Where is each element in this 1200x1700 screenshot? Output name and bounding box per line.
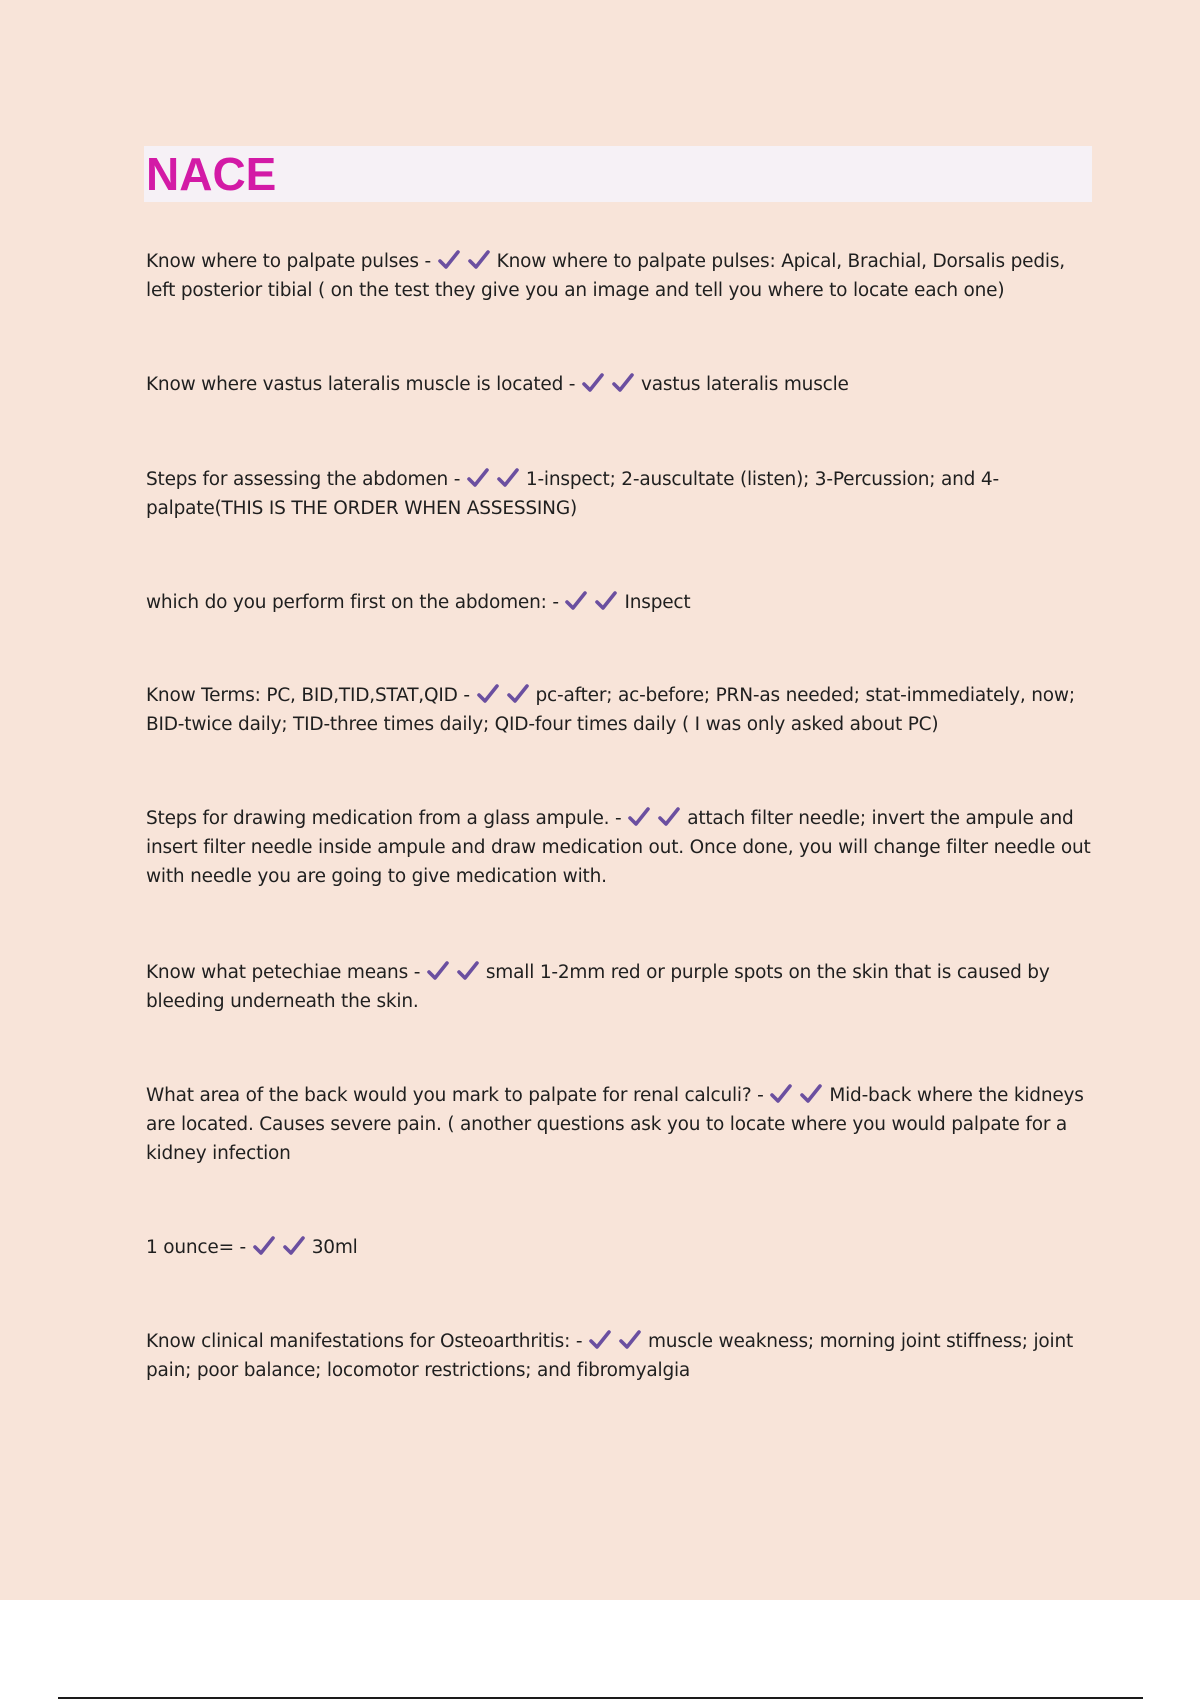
answer-text: 1-inspect; 2-auscultate (listen); 3-Percussion; and 4-palpate(THIS IS THE ORDER WHEN ASSESSING): [146, 469, 999, 519]
double-check-icon: [456, 960, 480, 982]
double-check-icon: [252, 1235, 276, 1257]
double-check-icon: [476, 683, 500, 705]
answer-text: muscle weakness; morning joint stiffness; joint pain; poor balance; locomotor restrictions; and fibromyalgia: [146, 1331, 1074, 1381]
question-text: which do you perform first on the abdomen: -: [146, 592, 559, 613]
question-text: What area of the back would you mark to palpate for renal calculi? -: [146, 1085, 764, 1106]
qa-item: [146, 247, 1096, 305]
footer-divider: [58, 1697, 1143, 1699]
answer-text: pc-after; ac-before; PRN-as needed; stat-immediately, now; BID-twice daily; TID-three times daily; QID-four times daily ( I was only asked about PC): [146, 685, 1075, 735]
qa-item: [146, 1233, 1096, 1262]
qa-item: [146, 1081, 1096, 1168]
qa-item: [146, 1327, 1096, 1385]
answer-text: Mid-back where the kidneys are located. Causes severe pain. ( another questions ask you to locate where you would palpate for a kidney infection: [146, 1085, 1084, 1164]
double-check-icon: [426, 960, 450, 982]
answer-text: attach filter needle; invert the ampule and insert filter needle inside ampule and draw medication out. Once done, you will change filter needle out with needle you are going to give medication with.: [146, 808, 1091, 887]
double-check-icon: [496, 467, 520, 489]
double-check-icon: [627, 806, 651, 828]
question-text: Steps for assessing the abdomen -: [146, 469, 461, 490]
question-text: Know where vastus lateralis muscle is located -: [146, 374, 576, 395]
double-check-icon: [769, 1083, 793, 1105]
double-check-icon: [437, 249, 461, 271]
double-check-icon: [594, 590, 618, 612]
double-check-icon: [611, 372, 635, 394]
title-band: [144, 146, 1092, 202]
qa-item: [146, 465, 1096, 523]
double-check-icon: [467, 249, 491, 271]
double-check-icon: [564, 590, 588, 612]
answer-text: Know where to palpate pulses: Apical, Brachial, Dorsalis pedis, left posterior tibial ( on the test they give you an image and tell you where to locate each one): [146, 251, 1065, 301]
double-check-icon: [506, 683, 530, 705]
qa-item: [146, 370, 1096, 399]
qa-item: [146, 804, 1096, 891]
double-check-icon: [581, 372, 605, 394]
answer-text: small 1-2mm red or purple spots on the skin that is caused by bleeding underneath the skin.: [146, 962, 1050, 1012]
double-check-icon: [799, 1083, 823, 1105]
double-check-icon: [282, 1235, 306, 1257]
question-text: Know where to palpate pulses -: [146, 251, 431, 272]
double-check-icon: [588, 1329, 612, 1351]
question-text: Know what petechiae means -: [146, 962, 421, 983]
question-text: Steps for drawing medication from a glass ampule. -: [146, 808, 622, 829]
double-check-icon: [466, 467, 490, 489]
question-text: Know clinical manifestations for Osteoarthritis: -: [146, 1331, 583, 1352]
question-text: Know Terms: PC, BID,TID,STAT,QID -: [146, 685, 470, 706]
qa-item: [146, 588, 1096, 617]
answer-text: vastus lateralis muscle: [640, 374, 849, 395]
double-check-icon: [618, 1329, 642, 1351]
qa-item: [146, 958, 1096, 1016]
question-text: 1 ounce= -: [146, 1237, 247, 1258]
double-check-icon: [657, 806, 681, 828]
answer-text: Inspect: [624, 592, 691, 613]
answer-text: 30ml: [311, 1237, 358, 1258]
qa-item: [146, 681, 1096, 739]
document-title: NACE: [146, 148, 277, 200]
